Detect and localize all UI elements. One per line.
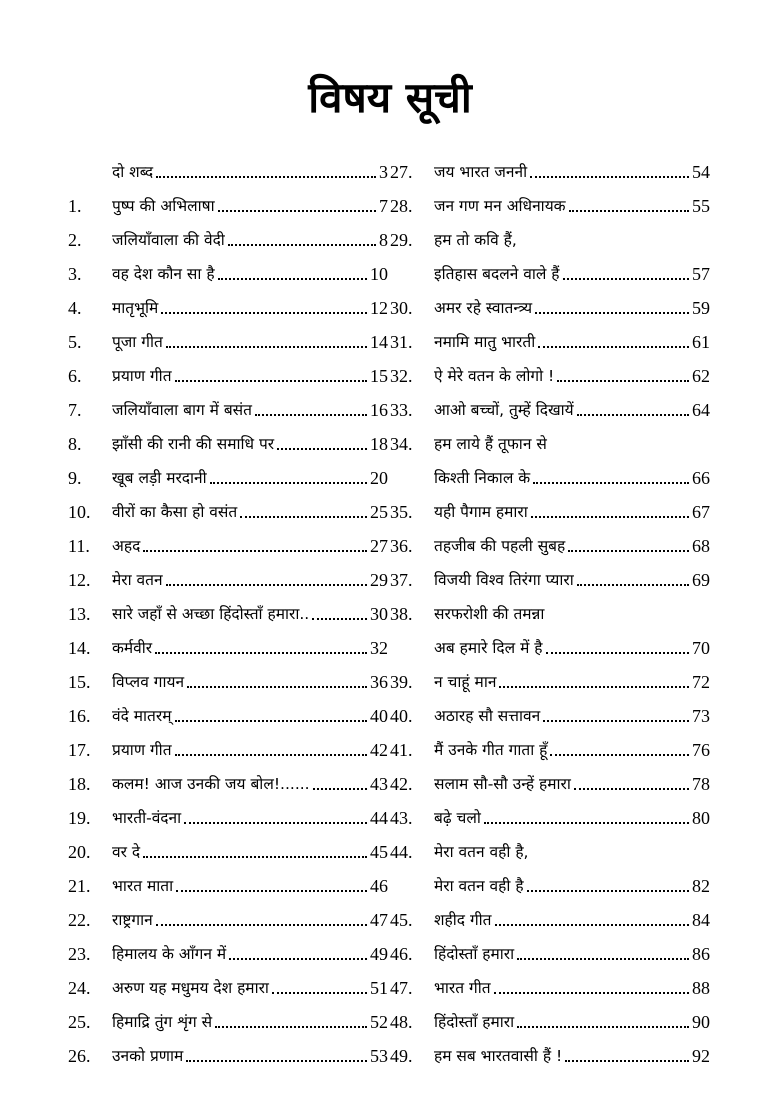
toc-entry-title: भारती-वंदना	[112, 809, 182, 827]
toc-entry	[390, 216, 710, 250]
toc-entry	[390, 454, 710, 488]
toc-entry	[68, 284, 388, 318]
toc-leader-dots	[495, 924, 689, 926]
toc-entry-title: नमामि मातु भारती	[434, 333, 536, 351]
toc-entry-page-number: 12	[370, 298, 388, 318]
toc-leader-dots	[577, 584, 689, 586]
toc-entry	[68, 896, 388, 930]
toc-entry-number: 5.	[68, 332, 82, 352]
toc-leader-dots	[240, 516, 367, 518]
toc-leader-dots	[166, 346, 367, 348]
toc-entry-title: हम सब भारतवासी हैं !	[434, 1047, 563, 1065]
toc-leader-dots	[533, 482, 689, 484]
toc-entry	[390, 794, 710, 828]
toc-leader-dots	[313, 788, 367, 790]
toc-entry-title: झाँसी की रानी की समाधि पर	[112, 435, 275, 453]
toc-entry-page-number: 55	[692, 196, 710, 216]
toc-entry	[390, 284, 710, 318]
toc-entry-page-number: 36	[370, 672, 388, 692]
toc-entry-number: 30.	[390, 298, 413, 318]
toc-entry	[390, 930, 710, 964]
toc-entry-title: हिमालय के आँगन में	[112, 945, 227, 963]
toc-entry-page-number: 29	[370, 570, 388, 590]
toc-entry-page-number: 27	[370, 536, 388, 556]
toc-leader-dots	[218, 278, 367, 280]
toc-leader-dots	[143, 856, 367, 858]
toc-entry-number: 34.	[390, 434, 413, 454]
toc-entry	[390, 488, 710, 522]
toc-entry-title: हम लाये हैं तूफान से	[434, 435, 547, 453]
toc-entry-page-number: 51	[370, 978, 388, 998]
toc-entry-page-number: 61	[692, 332, 710, 352]
toc-entry-number: 6.	[68, 366, 82, 386]
toc-entry-number: 2.	[68, 230, 82, 250]
toc-entry	[390, 386, 710, 420]
toc-entry-title: अब हमारे दिल में है	[434, 639, 543, 657]
toc-leader-dots	[527, 890, 689, 892]
toc-entry-page-number: 64	[692, 400, 710, 420]
toc-leader-dots	[255, 414, 367, 416]
toc-leader-dots	[568, 550, 689, 552]
toc-leader-dots	[517, 1026, 689, 1028]
toc-entry	[68, 828, 388, 862]
toc-entry-number: 41.	[390, 740, 413, 760]
toc-entry	[68, 658, 388, 692]
toc-entry-page-number: 40	[370, 706, 388, 726]
toc-entry-number: 27.	[390, 162, 413, 182]
toc-entry-title: जलियाँवाला बाग में बसंत	[112, 401, 252, 419]
toc-entry-page-number: 78	[692, 774, 710, 794]
toc-entry-page-number: 14	[370, 332, 388, 352]
toc-leader-dots	[569, 210, 689, 212]
toc-entry-title: वह देश कौन सा है	[112, 265, 215, 283]
toc-leader-dots	[184, 822, 367, 824]
toc-entry-title: अमर रहे स्वातन्त्र्य	[434, 299, 533, 317]
toc-entry-page-number: 70	[692, 638, 710, 658]
toc-entry-title: प्रयाण गीत	[112, 741, 172, 759]
toc-entry-number: 8.	[68, 434, 82, 454]
toc-entry-number: 49.	[390, 1046, 413, 1066]
toc-entry-number: 10.	[68, 502, 91, 522]
toc-entry-title: जन गण मन अधिनायक	[434, 197, 566, 215]
toc-leader-dots	[229, 958, 367, 960]
toc-entry-title: तहजीब की पहली सुबह	[434, 537, 566, 555]
toc-entry	[68, 692, 388, 726]
toc-entry	[68, 794, 388, 828]
toc-leader-dots	[176, 890, 367, 892]
toc-entry-title: हम तो कवि हैं,	[434, 231, 517, 249]
toc-leader-dots	[574, 788, 689, 790]
toc-entry	[68, 624, 388, 658]
toc-entry-number: 35.	[390, 502, 413, 522]
toc-entry-title: पुष्प की अभिलाषा	[112, 197, 215, 215]
toc-entry-page-number: 46	[370, 876, 388, 896]
toc-entry-number: 17.	[68, 740, 91, 760]
toc-entry-number: 18.	[68, 774, 91, 794]
toc-entry-number: 48.	[390, 1012, 413, 1032]
toc-entry-number: 23.	[68, 944, 91, 964]
toc-leader-dots	[517, 958, 689, 960]
toc-entry	[68, 930, 388, 964]
toc-leader-dots	[494, 992, 689, 994]
toc-leader-dots	[535, 312, 689, 314]
toc-entry-page-number: 59	[692, 298, 710, 318]
toc-entry-title: अहद	[112, 537, 141, 555]
toc-leader-dots	[565, 1060, 689, 1062]
toc-entry-number: 19.	[68, 808, 91, 828]
toc-entry-number: 46.	[390, 944, 413, 964]
toc-entry-title: सारे जहाँ से अच्छा हिंदोस्ताँ हमारा..	[112, 605, 310, 623]
toc-entry-page-number: 69	[692, 570, 710, 590]
toc-entry-title: ऐ मेरे वतन के लोगो !	[434, 367, 555, 385]
toc-entry-page-number: 44	[370, 808, 388, 828]
toc-entry-page-number: 62	[692, 366, 710, 386]
toc-leader-dots	[155, 652, 367, 654]
toc-leader-dots	[499, 686, 689, 688]
toc-entry-number: 7.	[68, 400, 82, 420]
toc-entry	[390, 828, 710, 862]
toc-entry-page-number: 45	[370, 842, 388, 862]
toc-entry-title: हिंदोस्ताँ हमारा	[434, 945, 515, 963]
toc-entry-number: 43.	[390, 808, 413, 828]
toc-entry	[390, 624, 710, 658]
toc-entry-page-number: 18	[370, 434, 388, 454]
toc-leader-dots	[215, 1026, 367, 1028]
toc-leader-dots	[546, 652, 689, 654]
toc-entry	[390, 862, 710, 896]
toc-entry	[68, 964, 388, 998]
toc-entry-page-number: 16	[370, 400, 388, 420]
toc-entry-title: मैं उनके गीत गाता हूँ	[434, 741, 548, 759]
toc-entry	[390, 556, 710, 590]
toc-entry-number: 22.	[68, 910, 91, 930]
toc-entry-number: 11.	[68, 536, 90, 556]
toc-entry	[390, 250, 710, 284]
toc-entry-title: जय भारत जननी	[434, 163, 528, 181]
toc-leader-dots	[530, 176, 689, 178]
toc-entry	[390, 658, 710, 692]
toc-entry	[68, 488, 388, 522]
toc-leader-dots	[277, 448, 367, 450]
toc-entry	[68, 556, 388, 590]
toc-entry-number: 12.	[68, 570, 91, 590]
toc-entry	[68, 318, 388, 352]
toc-entry-title: मेरा वतन वही है	[434, 877, 524, 895]
toc-entry	[68, 216, 388, 250]
toc-entry-title: अरुण यह मधुमय देश हमारा	[112, 979, 269, 997]
toc-entry-number: 21.	[68, 876, 91, 896]
toc-entry-page-number: 67	[692, 502, 710, 522]
toc-entry-page-number: 82	[692, 876, 710, 896]
toc-entry-page-number: 25	[370, 502, 388, 522]
toc-entry-number: 28.	[390, 196, 413, 216]
toc-entry	[390, 760, 710, 794]
toc-leader-dots	[175, 720, 367, 722]
toc-leader-dots	[143, 550, 367, 552]
toc-entry	[390, 998, 710, 1032]
toc-entry-number: 29.	[390, 230, 413, 250]
toc-entry-page-number: 73	[692, 706, 710, 726]
toc-entry	[68, 454, 388, 488]
toc-entry-title: राष्ट्रगान	[112, 911, 153, 929]
toc-entry-page-number: 3	[379, 162, 388, 182]
toc-leader-dots	[161, 312, 367, 314]
toc-entry-title: खूब लड़ी मरदानी	[112, 469, 207, 487]
toc-entry-title: उनको प्रणाम	[112, 1047, 184, 1065]
toc-entry-number: 1.	[68, 196, 82, 216]
toc-leader-dots	[228, 244, 376, 246]
toc-entry-page-number: 53	[370, 1046, 388, 1066]
toc-entry-page-number: 10	[370, 264, 388, 284]
toc-entry	[68, 182, 388, 216]
toc-entry-page-number: 76	[692, 740, 710, 760]
toc-entry-title: विप्लव गायन	[112, 673, 185, 691]
toc-entry-number: 24.	[68, 978, 91, 998]
toc-entry	[68, 352, 388, 386]
toc-entry	[68, 522, 388, 556]
toc-entry	[390, 692, 710, 726]
toc-entry-number: 4.	[68, 298, 82, 318]
toc-entry-page-number: 43	[370, 774, 388, 794]
toc-entry-page-number: 32	[370, 638, 388, 658]
toc-entry-title: भारत गीत	[434, 979, 491, 997]
toc-entry	[390, 148, 710, 182]
toc-entry-title: मातृभूमि	[112, 299, 159, 317]
toc-leader-dots	[531, 516, 689, 518]
toc-entry-number: 45.	[390, 910, 413, 930]
toc-entry-page-number: 42	[370, 740, 388, 760]
toc-entry	[390, 352, 710, 386]
toc-entry-title: जलियाँवाला की वेदी	[112, 231, 225, 249]
toc-entry	[68, 1032, 388, 1066]
toc-entry-title: सलाम सौ-सौ उन्हें हमारा	[434, 775, 571, 793]
toc-entry-page-number: 49	[370, 944, 388, 964]
toc-entry-number: 40.	[390, 706, 413, 726]
toc-entry-page-number: 47	[370, 910, 388, 930]
toc-entry-number: 47.	[390, 978, 413, 998]
toc-entry-number: 36.	[390, 536, 413, 556]
toc-leader-dots	[484, 822, 689, 824]
toc-entry-number: 16.	[68, 706, 91, 726]
toc-entry	[68, 420, 388, 454]
toc-entry	[68, 590, 388, 624]
toc-left-column	[68, 148, 388, 1066]
toc-leader-dots	[218, 210, 376, 212]
toc-leader-dots	[175, 380, 367, 382]
toc-entry-number: 14.	[68, 638, 91, 658]
toc-leader-dots	[550, 754, 689, 756]
toc-entry-number: 9.	[68, 468, 82, 488]
toc-entry-number: 25.	[68, 1012, 91, 1032]
toc-entry-page-number: 68	[692, 536, 710, 556]
toc-entry-number: 33.	[390, 400, 413, 420]
toc-entry-title: भारत माता	[112, 877, 174, 895]
page-title: विषय सूची	[308, 73, 472, 122]
toc-entry-title: पूजा गीत	[112, 333, 163, 351]
toc-entry-title: कर्मवीर	[112, 639, 153, 657]
toc-entry-page-number: 7	[379, 196, 388, 216]
toc-entry-number: 39.	[390, 672, 413, 692]
toc-entry-title: किश्ती निकाल के	[434, 469, 531, 487]
toc-entry-title: हिंदोस्ताँ हमारा	[434, 1013, 515, 1031]
toc-entry-title: दो शब्द	[112, 163, 154, 181]
toc-entry	[390, 522, 710, 556]
toc-entry-title: वीरों का कैसा हो वसंत	[112, 503, 238, 521]
toc-entry-title: हिमाद्रि तुंग शृंग से	[112, 1013, 213, 1031]
toc-entry	[390, 420, 710, 454]
toc-entry-number: 44.	[390, 842, 413, 862]
toc-entry-number: 15.	[68, 672, 91, 692]
toc-leader-dots	[156, 924, 367, 926]
toc-leader-dots	[272, 992, 367, 994]
toc-leader-dots	[210, 482, 367, 484]
toc-entry-title: न चाहूं मान	[434, 673, 497, 691]
toc-entry-title: अठारह सौ सत्तावन	[434, 707, 541, 725]
toc-entry	[68, 148, 388, 182]
toc-entry-page-number: 86	[692, 944, 710, 964]
toc-right-column	[390, 148, 710, 1066]
toc-entry-title: शहीद गीत	[434, 911, 492, 929]
toc-entry-page-number: 54	[692, 162, 710, 182]
toc-entry-number: 26.	[68, 1046, 91, 1066]
toc-leader-dots	[557, 380, 689, 382]
toc-entry-number: 3.	[68, 264, 82, 284]
toc-leader-dots	[175, 754, 367, 756]
toc-entry-number: 20.	[68, 842, 91, 862]
toc-entry-page-number: 8	[379, 230, 388, 250]
toc-entry-page-number: 92	[692, 1046, 710, 1066]
toc-entry-number: 38.	[390, 604, 413, 624]
toc-entry-title: सरफरोशी की तमन्ना	[434, 605, 545, 623]
toc-entry-page-number: 84	[692, 910, 710, 930]
toc-leader-dots	[312, 618, 367, 620]
toc-entry-page-number: 57	[692, 264, 710, 284]
toc-entry-title: प्रयाण गीत	[112, 367, 172, 385]
toc-entry-page-number: 15	[370, 366, 388, 386]
toc-entry-page-number: 80	[692, 808, 710, 828]
toc-entry-page-number: 52	[370, 1012, 388, 1032]
toc-entry-title: इतिहास बदलने वाले हैं	[434, 265, 560, 283]
toc-entry-title: वंदे मातरम्	[112, 707, 172, 725]
toc-entry	[390, 182, 710, 216]
toc-entry	[68, 760, 388, 794]
toc-entry	[68, 250, 388, 284]
toc-entry-number: 37.	[390, 570, 413, 590]
toc-entry-page-number: 72	[692, 672, 710, 692]
toc-entry	[390, 964, 710, 998]
toc-entry-title: कलम! आज उनकी जय बोल!......	[112, 775, 310, 793]
toc-entry-title: मेरा वतन वही है,	[434, 843, 529, 861]
toc-entry-title: बढ़े चलो	[434, 809, 481, 827]
toc-entry-title: यही पैगाम हमारा	[434, 503, 528, 521]
toc-leader-dots	[166, 584, 367, 586]
toc-leader-dots	[543, 720, 689, 722]
toc-entry	[68, 726, 388, 760]
toc-entry-title: वर दे	[112, 843, 141, 861]
toc-entry-page-number: 20	[370, 468, 388, 488]
toc-entry-page-number: 88	[692, 978, 710, 998]
toc-entry	[68, 862, 388, 896]
toc-entry	[390, 1032, 710, 1066]
toc-entry-number: 42.	[390, 774, 413, 794]
toc-entry-number: 32.	[390, 366, 413, 386]
toc-leader-dots	[577, 414, 689, 416]
toc-leader-dots	[187, 686, 367, 688]
toc-entry-number: 13.	[68, 604, 91, 624]
toc-leader-dots	[563, 278, 689, 280]
toc-leader-dots	[186, 1060, 367, 1062]
toc-entry	[390, 590, 710, 624]
toc-entry-title: विजयी विश्व तिरंगा प्यारा	[434, 571, 574, 589]
toc-entry-page-number: 30	[370, 604, 388, 624]
toc-leader-dots	[156, 176, 376, 178]
toc-entry-number: 31.	[390, 332, 413, 352]
toc-entry	[390, 318, 710, 352]
toc-entry-page-number: 66	[692, 468, 710, 488]
toc-entry	[390, 726, 710, 760]
toc-entry-page-number: 90	[692, 1012, 710, 1032]
toc-entry	[390, 896, 710, 930]
toc-entry	[68, 998, 388, 1032]
toc-entry	[68, 386, 388, 420]
toc-leader-dots	[538, 346, 689, 348]
toc-entry-title: आओ बच्चों, तुम्हें दिखायें	[434, 401, 574, 419]
toc-entry-title: मेरा वतन	[112, 571, 163, 589]
